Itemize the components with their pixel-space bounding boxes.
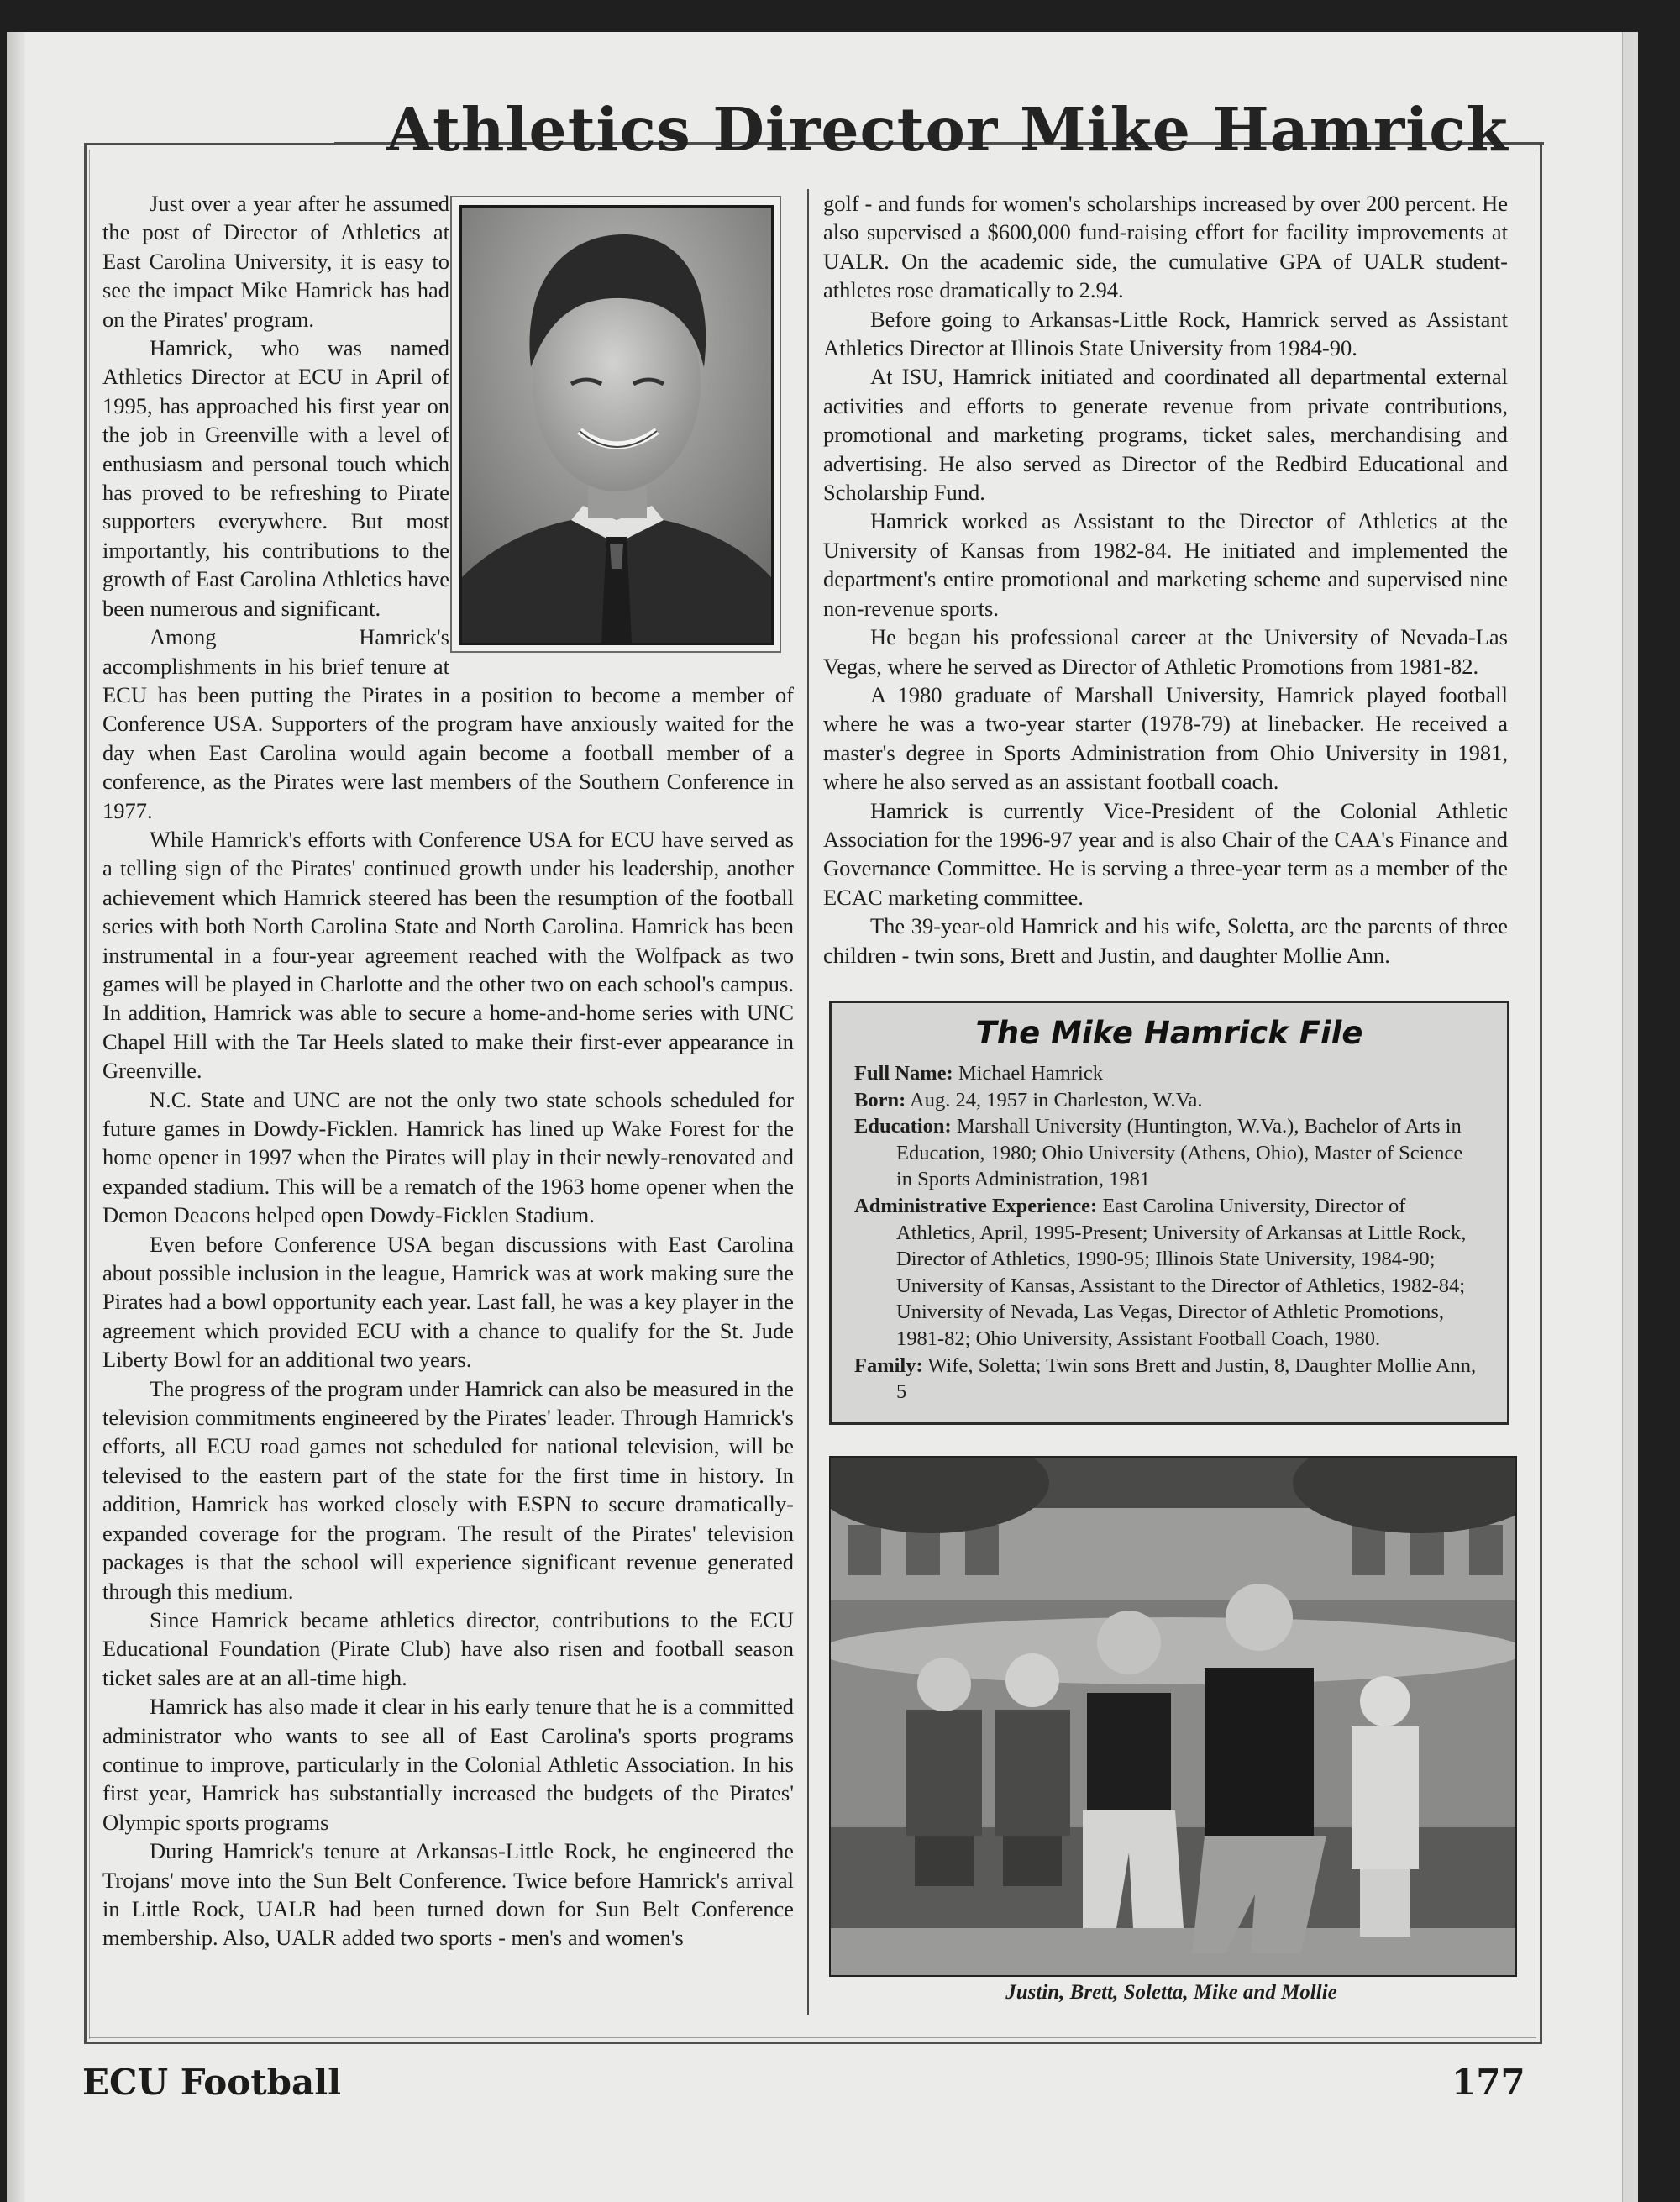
file-item [854, 1113, 1478, 1193]
left-paragraph: Since Hamrick became athletics director, contributions to the ECU Educational Foundation (Pirate Club) have also risen and football season ticket sales are at an all-time high. [102, 1606, 794, 1690]
file-item-label: Born: [854, 1088, 906, 1112]
left-paragraph: While Hamrick's efforts with Conference USA for ECU have served as a telling sign of the Pirates' continued growth under his leadership, another achievement which Hamrick steered has been the resumption of the football series with both North Carolina State and North Carolina. Hamrick has been instrumental in a four-year agreement reached with the Wolfpack as two games will be played in Charlotte and the other two on each school's campus. In addition, Hamrick was able to secure a home-and-home series with UNC Chapel Hill with the Tar Heels slated to make their first-ever appearance in Greenville. [102, 826, 794, 1084]
portrait-photo [450, 196, 781, 653]
left-paragraph: The progress of the program under Hamrick can also be measured in the television commitments engineered by the Pirates' leader. Through Hamrick's efforts, all ECU road games not scheduled for national television, will be televised to the eastern part of the state for the first time in history. In addition, Hamrick has worked closely with ESPN to secure dramatically-expanded coverage for the program. The result of the Pirates' television packages is that the school will experience significant revenue generated through this medium. [102, 1375, 794, 1604]
file-item-label: Family: [854, 1353, 923, 1377]
page-title: Athletics Director Mike Hamrick [386, 94, 1509, 165]
file-item [854, 1087, 1478, 1114]
file-item-value: Marshall University (Huntington, W.Va.), Bachelor of Arts in Education, 1980; Ohio University (Athens, Ohio), Master of Science in Sports Administration, 1981 [896, 1115, 1463, 1191]
right-paragraph: Hamrick is currently Vice-President of the Colonial Athletic Association for the 1996-97 year and is also Chair of the CAA's Finance and Governance Committee. He is serving a three-year term as a member of the ECAC marketing committee. [823, 797, 1508, 910]
left-paragraph: Just over a year after he assumed the post of Director of Athletics at East Carolina University, it is easy to see the impact Mike Hamrick has had on the Pirates' program. [102, 191, 449, 332]
file-box-body [854, 1060, 1478, 1406]
file-item-label: Education: [854, 1115, 952, 1138]
file-box-title: The Mike Hamrick File [975, 1015, 1363, 1051]
page-binding-edge [7, 32, 25, 2202]
file-item-value: East Carolina University, Director of Athletics, April, 1995-Present; University of Arkansas at Little Rock, Director of Athletics, 1990-95; Illinois State University, 1984-90; University of Kansas, Assistant to the Director of Athletics, 1982-84; University of Nevada, Las Vegas, Director of Athletic Promotions, 1981-82; Ohio University, Assistant Football Coach, 1980. [896, 1194, 1467, 1350]
right-column [823, 189, 1508, 970]
family-photo [829, 1456, 1517, 1977]
footer-publication: ECU Football [82, 2062, 342, 2103]
left-paragraph: Even before Conference USA began discussions with East Carolina about possible inclusion in the league, Hamrick was at work making sure the Pirates had a bowl opportunity each year. Last fall, he was a key player in the agreement which provided ECU with a chance to qualify for the St. Jude Liberty Bowl for an additional two years. [102, 1231, 794, 1373]
page-number: 177 [1452, 2062, 1525, 2103]
file-item [854, 1060, 1478, 1087]
file-item-label: Administrative Experience: [854, 1194, 1098, 1217]
left-paragraph: During Hamrick's tenure at Arkansas-Little Rock, he engineered the Trojans' move into the Sun Belt Conference. Twice before Hamrick's arrival in Little Rock, UALR had been turned down for Sun Belt Conference membership. Also, UALR added two sports - men's and women's [102, 1838, 794, 1951]
right-paragraph: Before going to Arkansas-Little Rock, Hamrick served as Assistant Athletics Director at Illinois State University from 1984-90. [823, 306, 1508, 361]
right-paragraph: He began his professional career at the University of Nevada-Las Vegas, where he served as Director of Athletic Promotions from 1981-82. [823, 624, 1508, 679]
file-item-value: Aug. 24, 1957 in Charleston, W.Va. [910, 1088, 1203, 1112]
file-item-value: Michael Hamrick [958, 1062, 1103, 1085]
right-paragraph: golf - and funds for women's scholarships increased by over 200 percent. He also supervised a $600,000 fund-raising effort for facility improvements at UALR. On the academic side, the cumulative GPA of UALR student-athletes rose dramatically to 2.94. [823, 191, 1508, 303]
right-paragraph: A 1980 graduate of Marshall University, Hamrick played football where he was a two-year starter (1978-79) at linebacker. He received a master's degree in Sports Administration from Ohio University in 1981, where he also served as an assistant football coach. [823, 681, 1508, 795]
page-right-edge [1622, 32, 1638, 2202]
left-paragraph: Hamrick has also made it clear in his early tenure that he is a committed administrator who wants to see all of East Carolina's sports programs continue to improve, particularly in the Colonial Athletic Association. In his first year, Hamrick has substantially increased the budgets of the Pirates' Olympic sports programs [102, 1694, 794, 1835]
right-paragraph: Hamrick worked as Assistant to the Director of Athletics at the University of Kansas from 1982-84. He initiated and implemented the department's entire promotional and marketing scheme and supervised nine non-revenue sports. [823, 508, 1508, 621]
left-paragraph: N.C. State and UNC are not the only two state schools scheduled for future games in Dowdy-Ficklen. Hamrick has lined up Wake Forest for the home opener in 1997 when the Pirates will play in their newly-renovated and expanded stadium. This will be a rematch of the 1963 home opener when the Demon Deacons helped open Dowdy-Ficklen Stadium. [102, 1086, 794, 1228]
file-item-value: Wife, Soletta; Twin sons Brett and Justin, 8, Daughter Mollie Ann, 5 [896, 1353, 1477, 1404]
left-paragraph: Among Hamrick's accomplishments in his brief tenure at ECU has been putting the Pirates in a position to become a member of Conference USA. Supporters of the program have anxiously waited for the day when East Carolina would again become a football member of a conference, as the Pirates were last members of the Southern Conference in 1977. [102, 624, 794, 823]
file-item [854, 1353, 1478, 1406]
file-item [854, 1193, 1478, 1353]
file-item-label: Full Name: [854, 1062, 953, 1085]
left-paragraph: Hamrick, who was named Athletics Director at ECU in April of 1995, has approached his first year on the job in Greenville with a level of enthusiasm and personal touch which has proved to be refreshing to Pirate supporters everywhere. But most importantly, his contributions to the growth of East Carolina Athletics have been numerous and significant. [102, 335, 449, 621]
profile-file-box [829, 1001, 1509, 1425]
column-divider [807, 189, 809, 2015]
photo-caption: Justin, Brett, Soletta, Mike and Mollie [1005, 1981, 1337, 2004]
right-paragraph: At ISU, Hamrick initiated and coordinated all departmental external activities and efforts to generate revenue from private contributions, promotional and marketing programs, ticket sales, merchandising and advertising. He also served as Director of the Redbird Educational and Scholarship Fund. [823, 364, 1508, 506]
right-paragraph: The 39-year-old Hamrick and his wife, Soletta, are the parents of three children - twin sons, Brett and Justin, and daughter Mollie Ann. [823, 913, 1508, 968]
